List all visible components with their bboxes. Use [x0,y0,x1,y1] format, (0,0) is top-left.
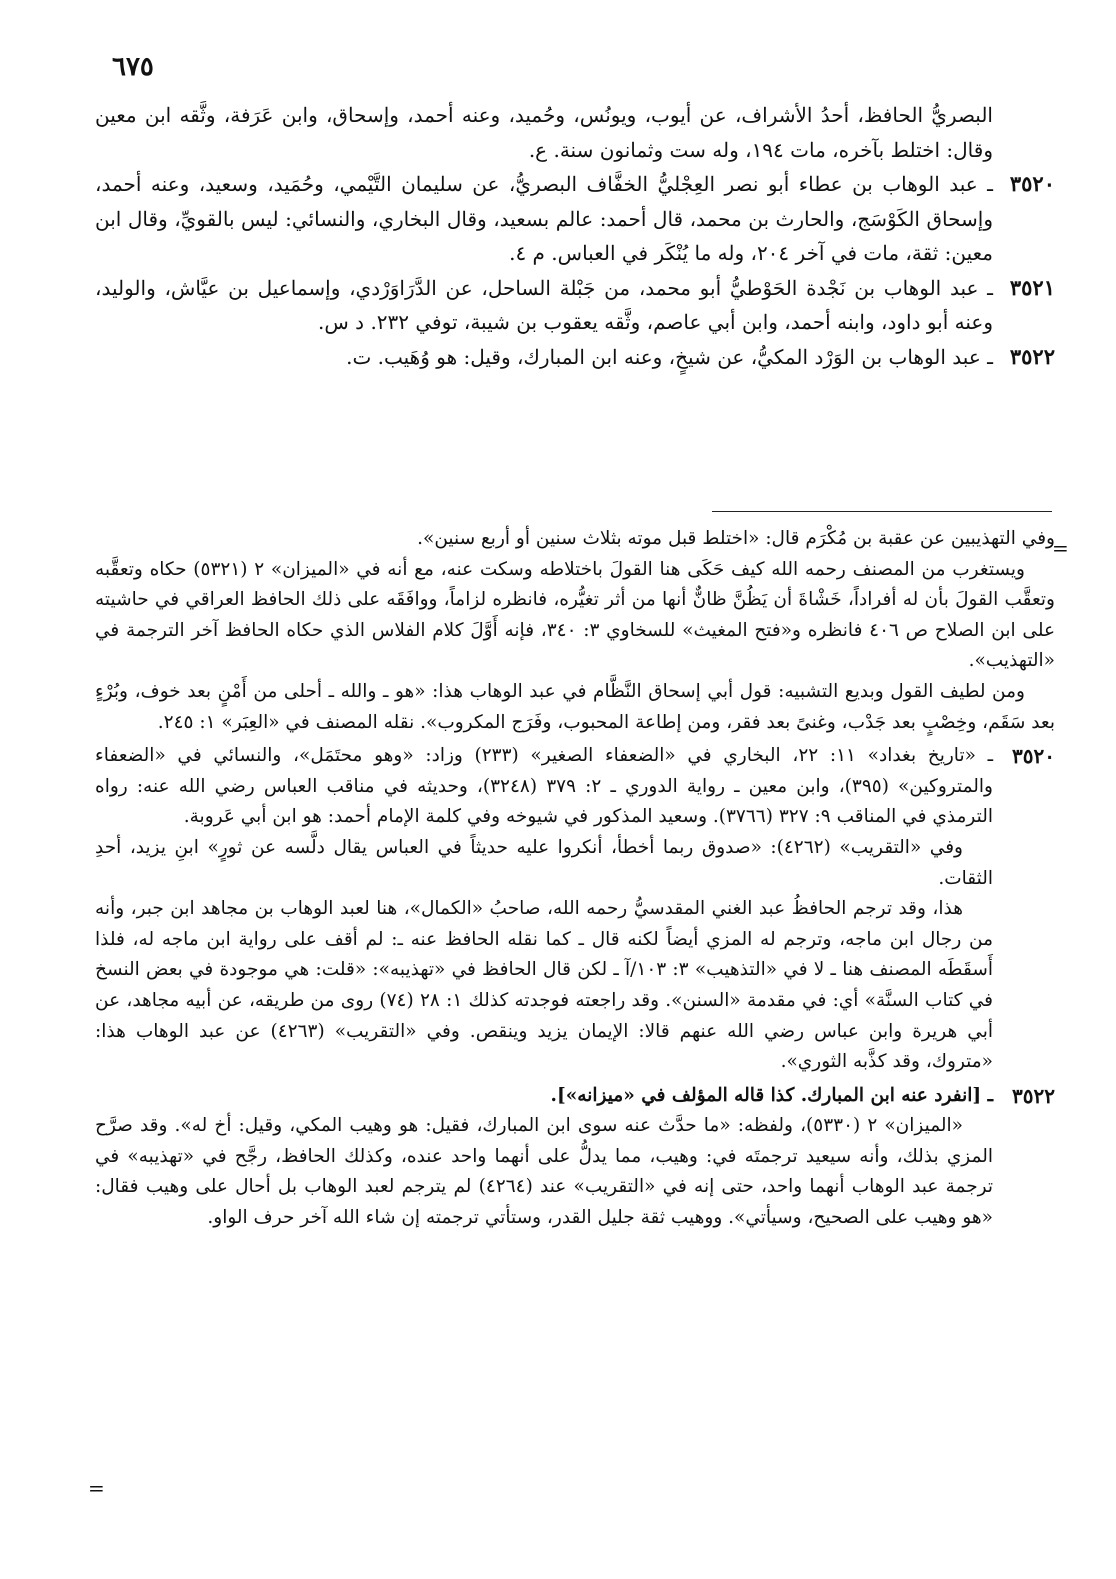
footnote-paragraph: هذا، وقد ترجم الحافظُ عبد الغني المقدسيُّ رحمه الله، صاحبُ «الكمال»، هنا لعبد الوهاب بن مجاهد ابن جبر، وأنه من رجال ابن ماجه، وترجم له المزي أيضاً لكنه قال ـ كما نقله الحافظ عنه ـ: لم أقف على رواية ابن ماجه له، فلذا أَسقَطَه المصنف هنا ـ لا في «التذهيب» ٣: ١٠٣/آ ـ لكن قال الحافظ في «تهذيبه»: «قلت: هي موجودة في بعض النسخ في كتاب السنَّة» أي: في مقدمة «السنن». وقد راجعته فوجدته كذلك ١: ٢٨ (٧٤) روى من طريقه، عن أبيه مجاهد، عن أبي هريرة وابن عباس رضي الله عنهم قالا: الإيمان يزيد وينقص. وفي «التقريب» (٤٢٦٣) عن عبد الوهاب هذا: «متروك، وقد كذَّبه الثوري». [95,898,993,1073]
footnote-continuation: وفي التهذيبين عن عقبة بن مُكْرَم قال: «اختلط قبل موته بثلاث سنين أو أربع سنين». [417,528,1055,549]
entry-text: ـ عبد الوهاب بن عطاء أبو نصر العِجْليُّ الخفَّاف البصريُّ، عن سليمان التَّيْمي، وحُمَيد، وسعيد، وعنه أحمد، وإسحاق الكَوْسَج، والحارث بن محمد، قال أحمد: عالم بسعيد، وقال البخاري، والنسائي: ليس بالقويِّ، وقال ابن معين: ثقة، مات في آخر ٢٠٤، وله ما يُنْكَر في العباس. م ٤. [95,172,993,265]
page-number: ٦٧٥ [112,52,154,82]
footnote-continuation: ومن لطيف القول وبديع التشبيه: قول أبي إسحاق النَّظَّام في عبد الوهاب هذا: «هو ـ والله ـ أحلى من أَمْنٍ بعد خوف، وبُرْءٍ بعد سَقَم، وخِصْبٍ بعد جَدْب، وغنىً بعد فقر، ومن إطاعة المحبوب، وفَرَج المكروب». نقله المصنف في «العِبَر» ١: ٢٤٥. [95,680,1055,733]
footnote-number: ٣٥٢٢ [1012,1083,1055,1108]
main-text [95,98,1055,374]
entry-number: ٣٥٢١ [1009,274,1055,300]
entry-3520 [95,167,1055,271]
footnote-number: ٣٥٢٠ [1012,744,1055,769]
footnotes [95,524,1055,1234]
main-continuation: البصريُّ الحافظ، أحدُ الأشراف، عن أيوب، ويونُس، وحُميد، وعنه أحمد، وإسحاق، وابن عَرَفة، وثَّقه ابن معين وقال: اختلط بآخره، مات ١٩٤، وله ست وثمانون سنة. ع. [95,103,993,162]
footnote-paragraph: «الميزان» ٢ (٥٣٣٠)، ولفظه: «ما حدَّث عنه سوى ابن المبارك، فقيل: هو وهيب المكي، وقيل: أخ له». وقد صرَّح المزي بذلك، وأنه سيعيد ترجمتَه في: وهيب، مما يدلُّ على أنهما واحد عنده، وكذلك الحافظ، رجَّح في «تهذيبه» في ترجمة عبد الوهاب أنهما واحد، حتى إنه في «التقريب» عند (٤٢٦٤) لم يترجم لعبد الوهاب بل أحال على وهيب فقال: «هو وهيب على الصحيح، وسيأتي». ووهيب ثقة جليل القدر، وستأتي ترجمته إن شاء الله آخر حرف الواو. [95,1115,993,1229]
footnote-continuation: ويستغرب من المصنف رحمه الله كيف حَكَى هنا القولَ باختلاطه وسكت عنه، مع أنه في «الميزان» ٢ (٥٣٢١) حكاه وتعقَّبه وتعقَّب القولَ بأن له أفراداً، خَشْاةَ أن يَظُنَّ ظانٌّ أنها من أثر تغيُّره، فانظره لزاماً، ووافَقَه على ذلك الحافظ العراقي في حاشيته على ابن الصلاح ص ٤٠٦ فانظره و«فتح المغيث» للسخاوي ٣: ٣٤٠، فإنه أَوَّلَ كلام الفلاس الذي حكاه الحافظ آخر الترجمة في «التهذيب». [95,558,1055,672]
footnote-paragraph: وفي «التقريب» (٤٢٦٢): «صدوق ربما أخطأ، أنكروا عليه حديثاً في العباس يقال دلَّسه عن ثورٍ» ابنِ يزيد، أحدِ الثقات. [95,836,993,889]
entry-number: ٣٥٢٠ [1009,171,1055,196]
entry-3521 [95,271,1055,340]
footnote-3520 [95,741,1055,1078]
entry-text: ـ عبد الوهاب بن الوَرْد المكيُّ، عن شيخٍ، وعنه ابن المبارك، وقيل: هو وُهَيب. ت. [346,344,993,369]
footnote-paragraph: ـ «تاريخ بغداد» ١١: ٢٢، البخاري في «الضعفاء الصغير» (٢٣٣) وزاد: «وهو محتَمَل»، والنسائي في «الضعفاء والمتروكين» (٣٩٥)، وابن معين ـ رواية الدوري ـ ٢: ٣٧٩ (٣٢٤٨)، وحديثه في مناقب العباس رضي الله عنه: رواه الترمذي في المناقب ٩: ٣٢٧ (٣٧٦٦). وسعيد المذكور في شيوخه وفي كلمة الإمام أحمد: هو ابن أبي عَروبة. [95,745,994,828]
entry-3522 [95,340,1055,375]
end-marker: = [88,1476,105,1500]
entry-text: ـ عبد الوهاب بن نَجْدة الحَوْطيُّ أبو محمد، من جَبْلة الساحل، عن الدَّرَاوَرْدي، وإسماعيل بن عيَّاش، والوليد، وعنه أبو داود، وابنه أحمد، وابن أبي عاصم، وثَّقه يعقوب بن شيبة، توفي ٢٣٢. د س. [95,275,993,334]
entry-number: ٣٥٢٢ [1009,343,1055,369]
footnote-heading: ـ [انفرد عنه ابن المبارك. كذا قاله المؤلف في «ميزانه»]. [550,1084,993,1106]
carry-marker: = [1052,536,1069,560]
footnote-divider [712,511,1052,512]
footnote-3522 [95,1081,1055,1234]
